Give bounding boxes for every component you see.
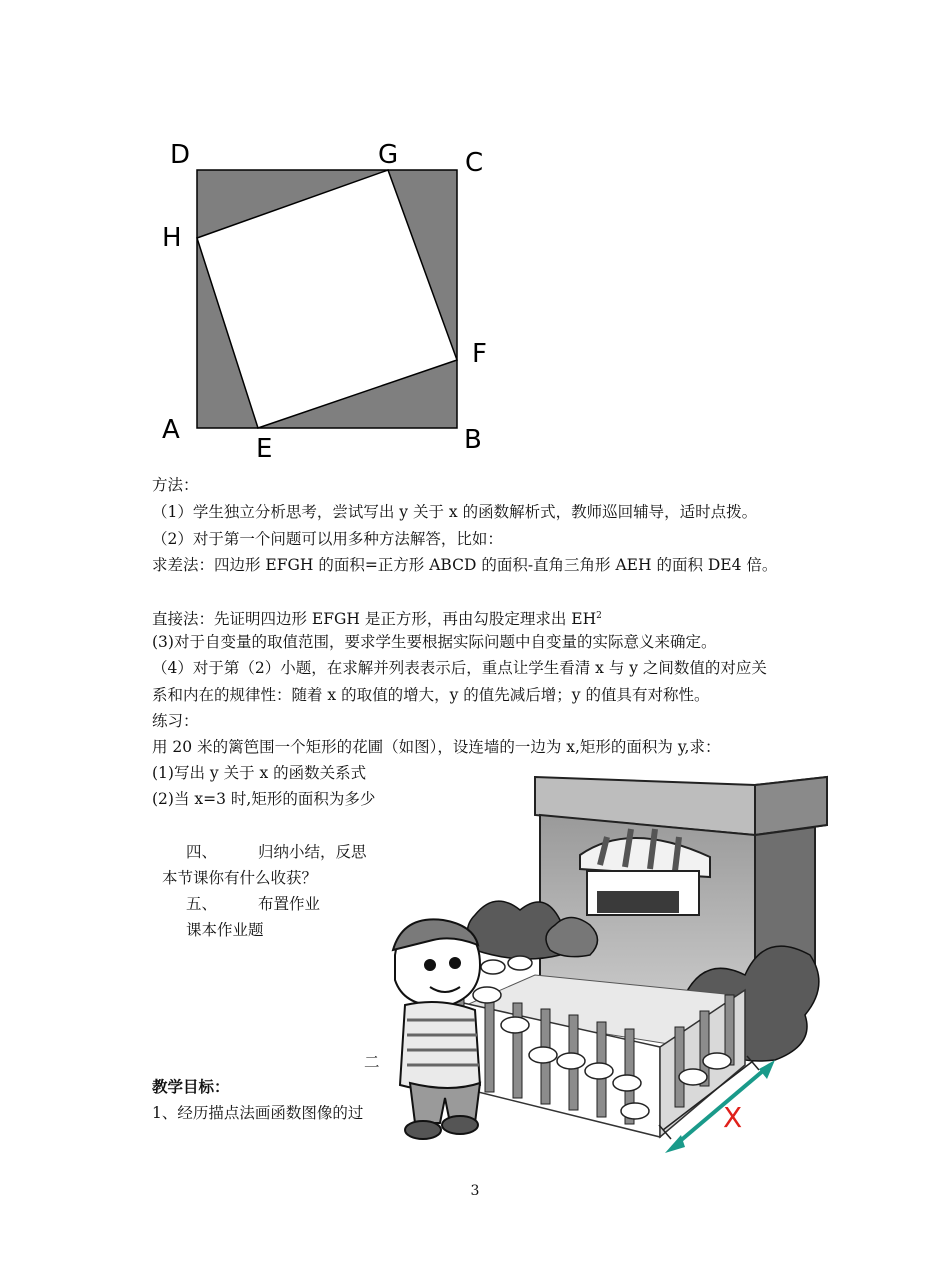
practice-question-2: (2)当 x=3 时,矩形的面积为多少 [152, 790, 376, 808]
step-3: (3)对于自变量的取值范围，要求学生要根据实际问题中自变量的实际意义来确定。 [152, 633, 717, 651]
step-1: （1）学生独立分析思考，尝试写出 y 关于 x 的函数解析式，教师巡回辅导，适时点拨。 [152, 503, 758, 521]
step-4-line-2: 系和内在的规律性：随着 x 的取值的增大，y 的值先减后增；y 的值具有对称性。 [152, 686, 710, 704]
label-b: B [464, 425, 482, 455]
label-h: H [162, 223, 182, 253]
boy-figure [393, 919, 480, 1139]
teaching-goals-heading: 教学目标： [152, 1077, 230, 1096]
page-number: 3 [470, 1183, 480, 1199]
practice-question-1: (1)写出 y 关于 x 的函数关系式 [152, 764, 367, 782]
label-f: F [472, 339, 487, 369]
label-d: D [170, 140, 191, 170]
partial-heading-char: 二 [364, 1053, 380, 1071]
summary-question: 本节课你有什么收获？ [162, 869, 318, 887]
difference-method: 求差法：四边形 EFGH 的面积=正方形 ABCD 的面积-直角三角形 AEH 的面积 DE4 倍。 [152, 556, 778, 574]
label-g: G [378, 140, 399, 170]
x-label: X [723, 1101, 743, 1134]
direct-method [152, 606, 602, 629]
method-heading: 方法： [152, 476, 199, 494]
step-4-line-1: （4）对于第（2）小题，在求解并列表表示后，重点让学生看清 x 与 y 之间数值的对应关 [152, 659, 767, 677]
homework-number: 五、 [186, 895, 218, 913]
direct-method-text: 直接法：先证明四边形 EFGH 是正方形，再由勾股定理求出 EH [152, 610, 597, 629]
label-a: A [162, 415, 180, 445]
direct-method-superscript: 2 [596, 611, 602, 621]
homework-title: 布置作业 [258, 895, 321, 913]
label-e: E [256, 434, 273, 464]
square-figure [150, 135, 500, 465]
practice-problem: 用 20 米的篱笆围一个矩形的花圃（如图），设连墙的一边为 x,矩形的面积为 y,求： [152, 738, 721, 756]
homework-content: 课本作业题 [186, 921, 264, 939]
step-2: （2）对于第一个问题可以用多种方法解答，比如： [152, 530, 503, 548]
summary-title: 归纳小结，反思 [258, 843, 367, 861]
summary-number: 四、 [186, 843, 218, 861]
label-c: C [465, 148, 484, 178]
teaching-goal-1: 1、经历描点法画函数图像的过 [152, 1104, 364, 1122]
garden-illustration [375, 765, 830, 1160]
practice-heading: 练习： [152, 712, 199, 730]
